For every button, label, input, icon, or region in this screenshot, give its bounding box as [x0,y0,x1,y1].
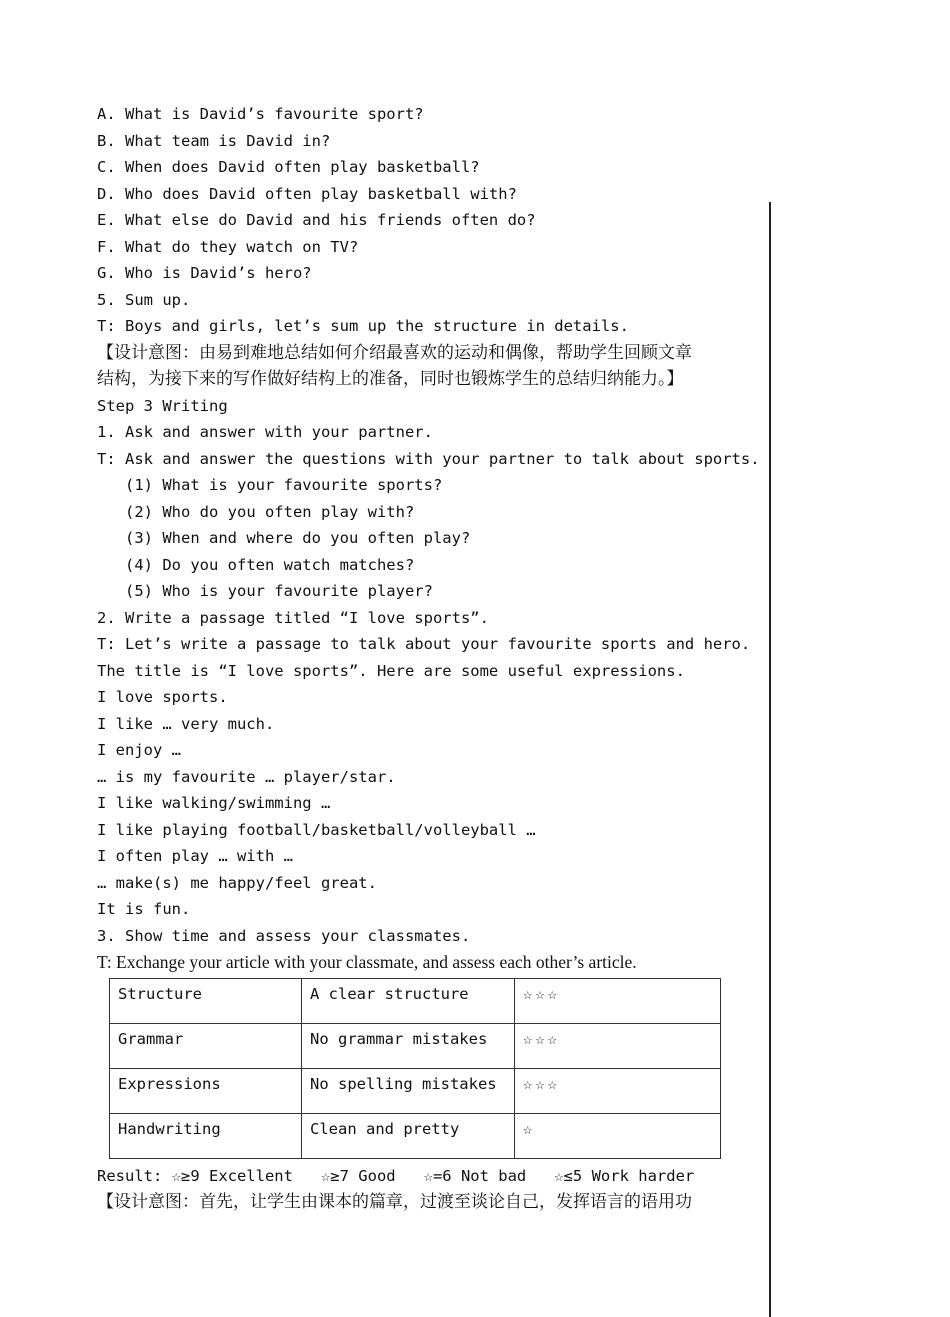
item3-teacher-line: T: Exchange your article with your classmate, and assess each other’s article. [97,952,637,972]
document-page [97,101,760,1216]
stars-cell: ☆ [515,1113,721,1158]
question-list [97,101,737,287]
item1-heading: 1. Ask and answer with your partner. [97,423,433,441]
assessment-table [109,978,721,1159]
question-item: F. What do they watch on TV? [97,237,359,256]
question-item: C. When does David often play basketball? [97,158,480,176]
partner-question: (1) What is your favourite sports? [125,476,443,494]
step3-heading: Step 3 Writing [97,396,228,415]
table-row [110,978,721,1023]
sum-up-teacher-line: T: Boys and girls, let’s sum up the structure in details. [97,317,629,335]
partner-question: (2) Who do you often play with? [125,502,415,521]
design-note: 【设计意图：由易到难地总结如何介绍最喜欢的运动和偶像，帮助学生回顾文章 [97,342,692,363]
description-cell: No spelling mistakes [302,1068,515,1113]
sum-up-heading: 5. Sum up. [97,290,191,309]
description-cell: No grammar mistakes [302,1023,515,1068]
description-cell: Clean and pretty [302,1113,515,1158]
question-item: E. What else do David and his friends often do? [97,211,536,229]
table-row [110,1113,721,1158]
expression-item: It is fun. [97,900,191,918]
question-item: D. Who does David often play basketball with? [97,184,517,203]
partner-question: (3) When and where do you often play? [125,529,471,547]
partner-question-list [97,472,737,605]
criterion-cell: Structure [110,978,302,1023]
expression-item: I like playing football/basketball/volleyball … [97,820,536,839]
criterion-cell: Expressions [110,1068,302,1113]
question-item: B. What team is David in? [97,131,331,150]
design-note: 【设计意图：首先，让学生由课本的篇章，过渡至谈论自己，发挥语言的语用功 [97,1192,692,1212]
design-note: 结构，为接下来的写作做好结构上的准备，同时也锻炼学生的总结归纳能力。】 [97,369,684,389]
item1-teacher-line: T: Ask and answer the questions with your partner to talk about sports. [97,449,760,468]
partner-question: (5) Who is your favourite player? [125,582,433,600]
item2-teacher-line: T: Let’s write a passage to talk about your favourite sports and hero. [97,635,751,653]
expression-item: I like … very much. [97,714,275,733]
expression-item: … is my favourite … player/star. [97,767,396,786]
description-cell: A clear structure [302,978,515,1023]
table-row [110,1068,721,1113]
question-item: A. What is David’s favourite sport? [97,105,424,123]
expression-item: I love sports. [97,688,228,706]
expression-list [97,684,737,923]
item3-heading: 3. Show time and assess your classmates. [97,926,471,945]
expression-item: … make(s) me happy/feel great. [97,873,377,892]
stars-cell: ☆☆☆ [515,1023,721,1068]
criterion-cell: Grammar [110,1023,302,1068]
result-line: Result: ☆≥9 Excellent ☆≥7 Good ☆=6 Not bad ☆≤5 Work harder [97,1166,695,1185]
expression-item: I enjoy … [97,741,181,759]
expression-item: I often play … with … [97,847,293,865]
criterion-cell: Handwriting [110,1113,302,1158]
table-row [110,1023,721,1068]
partner-question: (4) Do you often watch matches? [125,555,415,574]
expression-item: I like walking/swimming … [97,794,331,812]
item2-heading: 2. Write a passage titled “I love sports”. [97,608,489,627]
item2-teacher-line: The title is “I love sports”. Here are some useful expressions. [97,661,685,680]
margin-rule [769,202,771,1317]
stars-cell: ☆☆☆ [515,1068,721,1113]
question-item: G. Who is David’s hero? [97,264,312,282]
stars-cell: ☆☆☆ [515,978,721,1023]
